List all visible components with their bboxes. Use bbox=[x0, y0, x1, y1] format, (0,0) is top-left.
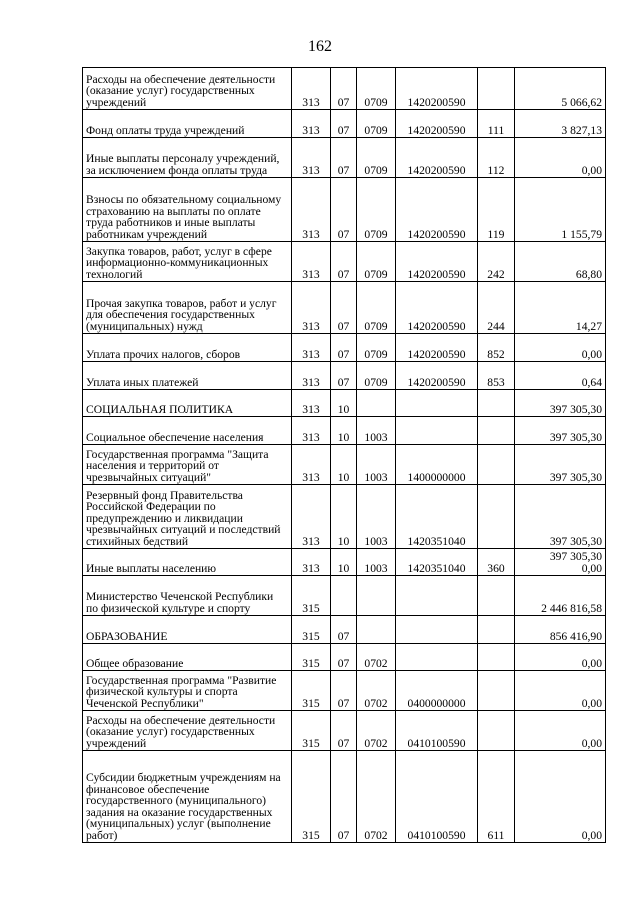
row-sum: 0,00 bbox=[515, 711, 606, 751]
row-rz: 07 bbox=[331, 711, 357, 751]
row-sum: 2 446 816,58 bbox=[515, 576, 606, 616]
row-csr: 0410100590 bbox=[396, 751, 478, 843]
table-row bbox=[83, 362, 606, 390]
row-vr bbox=[478, 671, 515, 711]
row-vr bbox=[478, 390, 515, 417]
table-row bbox=[83, 751, 606, 843]
row-ved: 315 bbox=[292, 711, 331, 751]
row-vr: 852 bbox=[478, 334, 515, 362]
row-name: Министерство Чеченской Республики по физической культуре и спорту bbox=[83, 576, 292, 616]
row-vr bbox=[478, 576, 515, 616]
table-row bbox=[83, 282, 606, 334]
row-pr: 1003 bbox=[357, 417, 396, 445]
row-sum: 1 155,79 bbox=[515, 178, 606, 242]
row-rz: 07 bbox=[331, 644, 357, 671]
row-csr: 1420200590 bbox=[396, 110, 478, 138]
table-row bbox=[83, 576, 606, 616]
row-csr: 0400000000 bbox=[396, 671, 478, 711]
row-sum: 0,64 bbox=[515, 362, 606, 390]
row-csr bbox=[396, 644, 478, 671]
row-sum bbox=[515, 549, 606, 576]
row-vr bbox=[478, 644, 515, 671]
table-row bbox=[83, 671, 606, 711]
row-csr: 1420200590 bbox=[396, 334, 478, 362]
row-rz: 07 bbox=[331, 616, 357, 644]
row-ved: 315 bbox=[292, 576, 331, 616]
row-ved: 315 bbox=[292, 751, 331, 843]
row-sum-extra: 0,00 bbox=[581, 561, 602, 575]
row-sum: 0,00 bbox=[515, 671, 606, 711]
row-rz: 07 bbox=[331, 178, 357, 242]
row-pr bbox=[357, 616, 396, 644]
row-ved: 313 bbox=[292, 417, 331, 445]
row-name: Уплата прочих налогов, сборов bbox=[83, 334, 292, 362]
row-sum-value: 397 305,30 bbox=[549, 550, 602, 563]
table-row bbox=[83, 334, 606, 362]
row-pr: 0702 bbox=[357, 711, 396, 751]
row-name: Взносы по обязательному социальному страхованию на выплаты по оплате труда работников и иные выплаты работникам учреждений bbox=[83, 178, 292, 242]
row-csr: 1420200590 bbox=[396, 138, 478, 178]
row-name: ОБРАЗОВАНИЕ bbox=[83, 616, 292, 644]
row-ved: 313 bbox=[292, 178, 331, 242]
row-vr: 611 bbox=[478, 751, 515, 843]
row-rz: 07 bbox=[331, 334, 357, 362]
row-sum: 397 305,30 bbox=[515, 485, 606, 549]
table-row bbox=[83, 549, 606, 576]
row-name: Расходы на обеспечение деятельности (оказание услуг) государственных учреждений bbox=[83, 711, 292, 751]
row-ved: 313 bbox=[292, 362, 331, 390]
row-csr: 1420200590 bbox=[396, 282, 478, 334]
row-ved: 313 bbox=[292, 242, 331, 282]
row-name: Субсидии бюджетным учреждениям на финансовое обеспечение государственного (муниципального) задания на оказание государственных (муниципальных) услуг (выполнение работ) bbox=[83, 751, 292, 843]
budget-table bbox=[82, 67, 606, 843]
row-name: Уплата иных платежей bbox=[83, 362, 292, 390]
row-vr: 244 bbox=[478, 282, 515, 334]
row-pr bbox=[357, 390, 396, 417]
row-ved: 315 bbox=[292, 644, 331, 671]
table-row bbox=[83, 390, 606, 417]
row-sum: 0,00 bbox=[515, 644, 606, 671]
row-name: Фонд оплаты труда учреждений bbox=[83, 110, 292, 138]
row-csr bbox=[396, 417, 478, 445]
row-csr: 1400000000 bbox=[396, 445, 478, 485]
row-sum: 397 305,30 bbox=[515, 445, 606, 485]
row-rz: 07 bbox=[331, 68, 357, 110]
row-vr bbox=[478, 445, 515, 485]
row-pr: 0702 bbox=[357, 644, 396, 671]
row-name: Государственная программа "Защита населения и территорий от чрезвычайных ситуаций" bbox=[83, 445, 292, 485]
table-row bbox=[83, 711, 606, 751]
row-rz: 07 bbox=[331, 138, 357, 178]
row-vr bbox=[478, 485, 515, 549]
row-rz bbox=[331, 576, 357, 616]
row-pr: 0709 bbox=[357, 110, 396, 138]
row-name: Государственная программа "Развитие физической культуры и спорта Чеченской Республики" bbox=[83, 671, 292, 711]
row-vr bbox=[478, 711, 515, 751]
table-row bbox=[83, 68, 606, 110]
row-rz: 07 bbox=[331, 282, 357, 334]
row-ved: 313 bbox=[292, 445, 331, 485]
row-vr: 242 bbox=[478, 242, 515, 282]
row-rz: 10 bbox=[331, 549, 357, 576]
row-pr bbox=[357, 576, 396, 616]
row-sum: 0,00 bbox=[515, 138, 606, 178]
table-row bbox=[83, 178, 606, 242]
row-ved: 315 bbox=[292, 616, 331, 644]
row-vr: 360 bbox=[478, 549, 515, 576]
row-name: Закупка товаров, работ, услуг в сфере информационно-коммуникационных технологий bbox=[83, 242, 292, 282]
row-pr: 0709 bbox=[357, 178, 396, 242]
row-ved: 313 bbox=[292, 485, 331, 549]
table-row bbox=[83, 138, 606, 178]
row-csr: 1420200590 bbox=[396, 178, 478, 242]
row-sum: 0,00 bbox=[515, 751, 606, 843]
row-name: Социальное обеспечение населения bbox=[83, 417, 292, 445]
row-pr: 0709 bbox=[357, 282, 396, 334]
row-csr: 1420200590 bbox=[396, 362, 478, 390]
table-row bbox=[83, 485, 606, 549]
row-pr: 0709 bbox=[357, 334, 396, 362]
page-number: 162 bbox=[308, 38, 332, 55]
table-row bbox=[83, 417, 606, 445]
table-row bbox=[83, 616, 606, 644]
row-csr: 1420351040 bbox=[396, 549, 478, 576]
row-sum: 14,27 bbox=[515, 282, 606, 334]
row-rz: 07 bbox=[331, 110, 357, 138]
row-csr bbox=[396, 616, 478, 644]
row-csr bbox=[396, 390, 478, 417]
row-ved: 313 bbox=[292, 549, 331, 576]
row-name: Общее образование bbox=[83, 644, 292, 671]
row-ved: 313 bbox=[292, 68, 331, 110]
row-csr: 1420200590 bbox=[396, 68, 478, 110]
row-name: Иные выплаты персоналу учреждений, за исключением фонда оплаты труда bbox=[83, 138, 292, 178]
row-rz: 10 bbox=[331, 445, 357, 485]
row-name: Иные выплаты населению bbox=[83, 549, 292, 576]
row-rz: 10 bbox=[331, 485, 357, 549]
row-rz: 10 bbox=[331, 417, 357, 445]
table-row bbox=[83, 110, 606, 138]
row-pr: 0709 bbox=[357, 138, 396, 178]
row-rz: 10 bbox=[331, 390, 357, 417]
row-csr: 1420351040 bbox=[396, 485, 478, 549]
row-pr: 1003 bbox=[357, 445, 396, 485]
row-vr: 119 bbox=[478, 178, 515, 242]
row-pr: 0702 bbox=[357, 671, 396, 711]
table-row bbox=[83, 242, 606, 282]
row-rz: 07 bbox=[331, 242, 357, 282]
row-pr: 1003 bbox=[357, 485, 396, 549]
row-csr bbox=[396, 576, 478, 616]
row-ved: 313 bbox=[292, 282, 331, 334]
row-csr: 0410100590 bbox=[396, 711, 478, 751]
row-vr bbox=[478, 417, 515, 445]
row-vr: 853 bbox=[478, 362, 515, 390]
row-pr: 0709 bbox=[357, 242, 396, 282]
row-vr bbox=[478, 68, 515, 110]
row-sum: 397 305,30 bbox=[515, 417, 606, 445]
row-name: Резервный фонд Правительства Российской Федерации по предупреждению и ликвидации чрезвычайных ситуаций и последствий стихийных бедствий bbox=[83, 485, 292, 549]
table-row bbox=[83, 644, 606, 671]
row-pr: 0709 bbox=[357, 362, 396, 390]
row-rz: 07 bbox=[331, 362, 357, 390]
row-rz: 07 bbox=[331, 671, 357, 711]
row-vr: 111 bbox=[478, 110, 515, 138]
row-csr: 1420200590 bbox=[396, 242, 478, 282]
row-pr: 0709 bbox=[357, 68, 396, 110]
row-rz: 07 bbox=[331, 751, 357, 843]
row-sum: 68,80 bbox=[515, 242, 606, 282]
row-sum: 856 416,90 bbox=[515, 616, 606, 644]
row-sum: 397 305,30 bbox=[515, 390, 606, 417]
row-vr bbox=[478, 616, 515, 644]
row-ved: 315 bbox=[292, 671, 331, 711]
row-name: СОЦИАЛЬНАЯ ПОЛИТИКА bbox=[83, 390, 292, 417]
row-vr: 112 bbox=[478, 138, 515, 178]
table-row bbox=[83, 445, 606, 485]
row-ved: 313 bbox=[292, 110, 331, 138]
row-sum: 3 827,13 bbox=[515, 110, 606, 138]
row-pr: 1003 bbox=[357, 549, 396, 576]
row-sum: 5 066,62 bbox=[515, 68, 606, 110]
row-sum: 0,00 bbox=[515, 334, 606, 362]
row-name: Прочая закупка товаров, работ и услуг для обеспечения государственных (муниципальных) нужд bbox=[83, 282, 292, 334]
row-ved: 313 bbox=[292, 390, 331, 417]
row-ved: 313 bbox=[292, 334, 331, 362]
row-ved: 313 bbox=[292, 138, 331, 178]
row-pr: 0702 bbox=[357, 751, 396, 843]
row-name: Расходы на обеспечение деятельности (оказание услуг) государственных учреждений bbox=[83, 68, 292, 110]
